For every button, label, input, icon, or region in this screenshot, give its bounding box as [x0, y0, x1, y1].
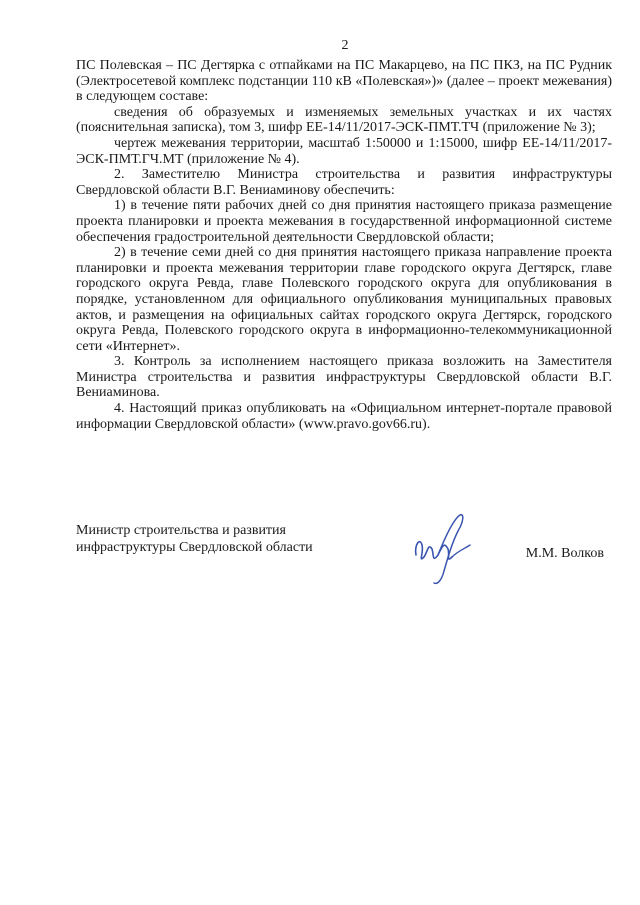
- signature-stroke-tail: [452, 545, 470, 557]
- paragraph-item-2-2: 2) в течение семи дней со дня принятия настоящего приказа направление проекта планировки и проекта межевания территории главе городского округа Дегтярск, главе городского округа Ревда, главе Полевского городского округа для опубликования в порядке, установленном для официального опубликования муниципальных правовых актов, и размещения на официальных сайтах городского округа Дегтярск, городского округа Ревда, Полевского городского округа в информационно-телекоммуникационной сети «Интернет».: [76, 245, 612, 354]
- paragraph-item-2: 2. Заместителю Министра строительства и развития инфраструктуры Свердловской области В.Г. Вениаминову обеспечить:: [76, 167, 612, 198]
- paragraph-item-4: 4. Настоящий приказ опубликовать на «Официальном интернет-портале правовой информации Свердловской области» (www.pravo.gov66.ru).: [76, 401, 612, 432]
- signatory-title-line-2: инфраструктуры Свердловской области: [76, 540, 313, 555]
- handwritten-signature: [398, 505, 488, 591]
- signatory-title: [76, 522, 313, 556]
- paragraph-item-2-1: 1) в течение пяти рабочих дней со дня принятия настоящего приказа размещение проекта планировки и проекта межевания в государственной информационной системе обеспечения градостроительной деятельности Свердловской области;: [76, 198, 612, 245]
- paragraph-project-continuation: ПС Полевская – ПС Дегтярка с отпайками на ПС Макарцево, на ПС ПКЗ, на ПС Рудник (Электросетевой комплекс подстанции 110 кВ «Полевская»)» (далее – проект межевания) в следующем составе:: [76, 58, 612, 105]
- signatory-title-line-1: Министр строительства и развития: [76, 523, 286, 538]
- paragraph-explanatory-note: сведения об образуемых и изменяемых земельных участках и их частях (пояснительная записка), том 3, шифр ЕЕ-14/11/2017-ЭСК-ПМТ.ТЧ (приложение № 3);: [76, 104, 612, 136]
- signatory-name: М.М. Волков: [525, 546, 604, 561]
- paragraph-drawing: чертеж межевания территории, масштаб 1:50000 и 1:15000, шифр ЕЕ-14/11/2017-ЭСК-ПМТ.ГЧ.МТ (приложение № 4).: [76, 135, 612, 167]
- paragraph-item-3: 3. Контроль за исполнением настоящего приказа возложить на Заместителя Министра строительства и развития инфраструктуры Свердловской области В.Г. Вениаминова.: [76, 354, 612, 401]
- document-body: [76, 58, 612, 432]
- signature-stroke-main: [416, 542, 452, 559]
- page-number: 2: [341, 38, 349, 53]
- signature-block: [76, 522, 612, 582]
